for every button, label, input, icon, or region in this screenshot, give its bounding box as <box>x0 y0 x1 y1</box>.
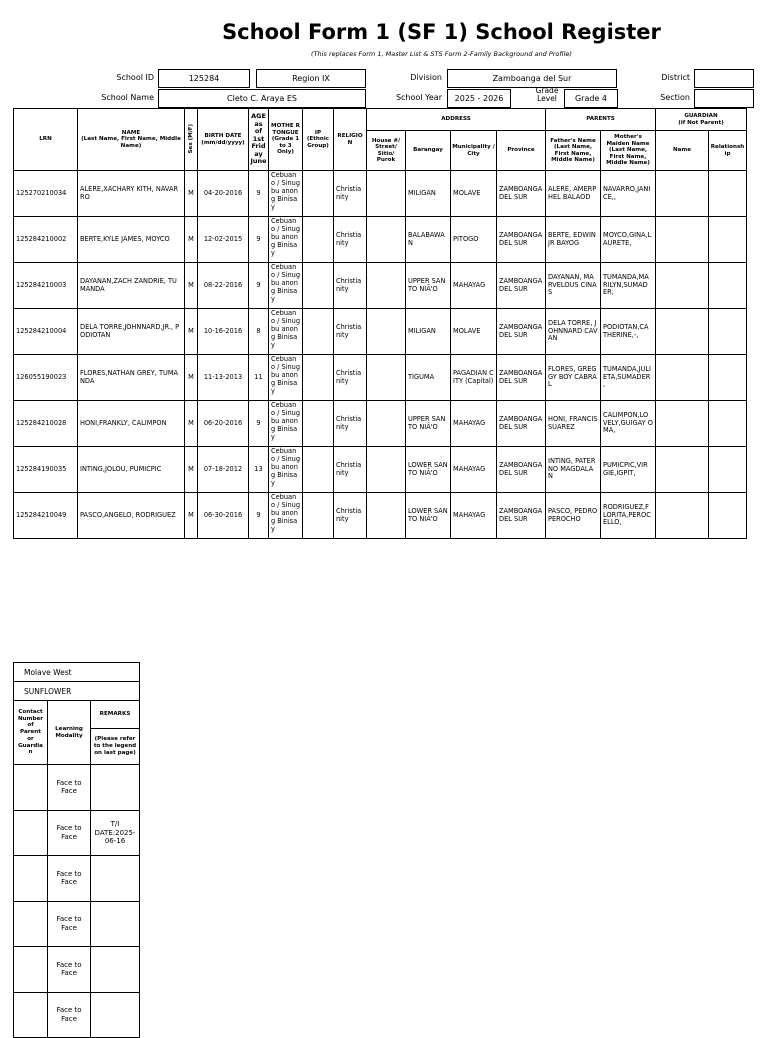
cell-father: DELA TORRE, JOHNNARD CAVAN <box>546 309 601 355</box>
col-mother: Mother's Maiden Name (Last Name, First Name, Middle Name) <box>601 131 656 171</box>
grade-level-label: Grade Level <box>535 86 559 104</box>
col-remarks-note: (Please refer to the legend on last page) <box>91 729 140 765</box>
cell-tongue: Cebuan o / Sinugbu anong Binisay <box>269 355 303 401</box>
cell-municipality: MAHAYAG <box>451 263 497 309</box>
cell-age: 9 <box>249 217 269 263</box>
division-label: Division <box>410 73 442 82</box>
cell-remarks <box>91 765 140 811</box>
cell-guardian <box>656 263 709 309</box>
cell-tongue: Cebuan o / Sinugbu anong Binisay <box>269 447 303 493</box>
cell-modality: Face to Face <box>48 765 91 811</box>
school-year-label: School Year <box>395 93 442 102</box>
table-row <box>14 309 747 355</box>
district-label: District <box>661 73 690 82</box>
cell-name: ALERE,XACHARY KITH, NAVARRO <box>78 171 185 217</box>
cell-modality: Face to Face <box>48 901 91 947</box>
cell-province: ZAMBOANGA DEL SUR <box>497 493 546 539</box>
cell-age: 9 <box>249 263 269 309</box>
cell-age: 11 <box>249 355 269 401</box>
cell-religion: Christia nity <box>334 171 367 217</box>
cell-father: PASCO, PEDRO PEROCHO <box>546 493 601 539</box>
cell-father: BERTE, EDWIN JR BAYOG <box>546 217 601 263</box>
cell-name: DELA TORRE,JOHNNARD,JR., PODIOTAN <box>78 309 185 355</box>
cell-remarks <box>91 992 140 1038</box>
cell-modality: Face to Face <box>48 947 91 993</box>
cell-lrn: 125284210028 <box>14 401 78 447</box>
col-address: ADDRESS <box>367 109 546 131</box>
col-religion: RELIGIO N <box>334 109 367 171</box>
cell-name: BERTE,KYLE JAMES, MOYCO <box>78 217 185 263</box>
cell-municipality: MAHAYAG <box>451 401 497 447</box>
cell-house <box>367 401 406 447</box>
cell-mother: PODIOTAN,CA THERINE,-, <box>601 309 656 355</box>
cell-relationship <box>709 217 747 263</box>
cell-house <box>367 171 406 217</box>
table-row <box>14 901 140 947</box>
cell-age: 13 <box>249 447 269 493</box>
cell-father: DAYANAN, MARVELOUS CINAS <box>546 263 601 309</box>
cell-guardian <box>656 171 709 217</box>
cell-municipality: MOLAVE <box>451 171 497 217</box>
cell-contact <box>14 992 48 1038</box>
col-father: Father's Name (Last Name, First Name, Middle Name) <box>546 131 601 171</box>
col-guardian-name: Name <box>656 131 709 171</box>
cell-birth: 10-16-2016 <box>198 309 249 355</box>
cell-remarks: T/I DATE:2025-06-16 <box>91 810 140 856</box>
cell-barangay: UPPER SANTO NIÃ'O <box>406 401 451 447</box>
cell-house <box>367 263 406 309</box>
table-row <box>14 947 140 993</box>
cell-barangay: UPPER SANTO NIÃ'O <box>406 263 451 309</box>
cell-sex: M <box>185 355 198 401</box>
cell-municipality: PAGADIAN CITY (Capital) <box>451 355 497 401</box>
cell-modality: Face to Face <box>48 992 91 1038</box>
cell-name: INTING,JOLOU, PUMICPIC <box>78 447 185 493</box>
cell-tongue: Cebuan o / Sinugbu anong Binisay <box>269 309 303 355</box>
cell-birth: 07-18-2012 <box>198 447 249 493</box>
cell-barangay: BALABAWA N <box>406 217 451 263</box>
cell-province: ZAMBOANGA DEL SUR <box>497 401 546 447</box>
cell-guardian <box>656 309 709 355</box>
cell-sex: M <box>185 263 198 309</box>
cell-relationship <box>709 493 747 539</box>
section-field <box>694 89 754 108</box>
cell-name: PASCO,ANGELO, RODRIGUEZ <box>78 493 185 539</box>
cell-lrn: 125284210003 <box>14 263 78 309</box>
cell-religion: Christia nity <box>334 355 367 401</box>
cell-guardian <box>656 493 709 539</box>
cell-house <box>367 355 406 401</box>
cell-religion: Christia nity <box>334 217 367 263</box>
cell-municipality: MOLAVE <box>451 309 497 355</box>
cell-contact <box>14 810 48 856</box>
cell-tongue: Cebuan o / Sinugbu anong Binisay <box>269 263 303 309</box>
table-row <box>14 493 747 539</box>
col-remarks: REMARKS <box>91 701 140 729</box>
cell-religion: Christia nity <box>334 401 367 447</box>
cell-guardian <box>656 355 709 401</box>
col-parents: PARENTS <box>546 109 656 131</box>
cell-contact <box>14 856 48 902</box>
cell-lrn: 125284210002 <box>14 217 78 263</box>
col-ip: IP (Ethnic Group) <box>303 109 334 171</box>
cell-contact <box>14 947 48 993</box>
col-sex <box>185 109 198 171</box>
cell-age: 8 <box>249 309 269 355</box>
section-label: Section <box>660 93 690 102</box>
cell-tongue: Cebuan o / Sinugbu anong Binisay <box>269 493 303 539</box>
cell-province: ZAMBOANGA DEL SUR <box>497 447 546 493</box>
col-name: NAME (Last Name, First Name, Middle Name) <box>78 109 185 171</box>
col-contact: Contact Number of Parent or Guardia n <box>14 701 48 765</box>
cell-mother: CALIMPON,LO VELY,GUIGAY OMA, <box>601 401 656 447</box>
cell-modality: Face to Face <box>48 856 91 902</box>
col-municipality: Municipality / City <box>451 131 497 171</box>
cell-ip <box>303 171 334 217</box>
cell-age: 9 <box>249 493 269 539</box>
cell-relationship <box>709 355 747 401</box>
continuation-table <box>13 662 140 1038</box>
cell-father: HONI, FRANCIS SUAREZ <box>546 401 601 447</box>
cell-lrn: 125284190035 <box>14 447 78 493</box>
cell-father: INTING, PATERNO MAGDALAN <box>546 447 601 493</box>
cell-ip <box>303 263 334 309</box>
cell-lrn: 125284210004 <box>14 309 78 355</box>
cell-municipality: MAHAYAG <box>451 493 497 539</box>
cell-mother: PUMICPIC,VIR GIE,IGPIT, <box>601 447 656 493</box>
table-row <box>14 810 140 856</box>
page-title: School Form 1 (SF 1) School Register <box>222 20 661 44</box>
table-row <box>14 217 747 263</box>
page-subtitle: (This replaces Form 1, Master List & STS Form 2-Family Background and Profile) <box>311 50 572 58</box>
register-table <box>13 108 747 539</box>
school-id-field: 125284 <box>158 69 250 88</box>
cell-sex: M <box>185 309 198 355</box>
cell-province: ZAMBOANGA DEL SUR <box>497 355 546 401</box>
cell-relationship <box>709 447 747 493</box>
cell-ip <box>303 355 334 401</box>
cell-ip <box>303 217 334 263</box>
cell-religion: Christia nity <box>334 309 367 355</box>
cell-father: ALERE, AMERPHEL BALAOD <box>546 171 601 217</box>
cell-guardian <box>656 217 709 263</box>
table-row <box>14 263 747 309</box>
col-relationship: Relationsh ip <box>709 131 747 171</box>
cell-contact <box>14 901 48 947</box>
col-sex-label: Sex (M/F) <box>187 123 194 153</box>
col-lrn: LRN <box>14 109 78 171</box>
cell-tongue: Cebuan o / Sinugbu anong Binisay <box>269 217 303 263</box>
cell-tongue: Cebuan o / Sinugbu anong Binisay <box>269 171 303 217</box>
division-field: Zamboanga del Sur <box>447 69 617 88</box>
cell-barangay: MILIGAN <box>406 171 451 217</box>
cell-barangay: MILIGAN <box>406 309 451 355</box>
cell-relationship <box>709 401 747 447</box>
cell-province: ZAMBOANGA DEL SUR <box>497 171 546 217</box>
cell-house <box>367 217 406 263</box>
cell-relationship <box>709 171 747 217</box>
region-field: Region IX <box>256 69 366 88</box>
cell-lrn: 125270210034 <box>14 171 78 217</box>
col-house: House #/ Street/ Sitio/ Purok <box>367 131 406 171</box>
cell-mother: RODRIGUEZ,F LORITA,PEROC ELLO, <box>601 493 656 539</box>
table-row <box>14 355 747 401</box>
cell-birth: 06-20-2016 <box>198 401 249 447</box>
cell-sex: M <box>185 447 198 493</box>
school-year-field: 2025 - 2026 <box>447 89 511 108</box>
col-mother-tongue: MOTHE R TONGUE (Grade 1 to 3 Only) <box>269 109 303 171</box>
table-row <box>14 856 140 902</box>
cell-modality: Face to Face <box>48 810 91 856</box>
cell-remarks <box>91 901 140 947</box>
cell-sex: M <box>185 171 198 217</box>
cell-remarks <box>91 947 140 993</box>
cell-birth: 08-22-2016 <box>198 263 249 309</box>
cell-sex: M <box>185 401 198 447</box>
cell-name: HONI,FRANKLY, CALIMPON <box>78 401 185 447</box>
table-row <box>14 765 140 811</box>
cell-barangay: LOWER SANTO NIÃ'O <box>406 447 451 493</box>
cell-religion: Christia nity <box>334 493 367 539</box>
cell-ip <box>303 309 334 355</box>
cell-mother: TUMANDA,JULI ETA,SUMADER , <box>601 355 656 401</box>
cell-contact <box>14 765 48 811</box>
table-row <box>14 992 140 1038</box>
school-name-field: Cleto C. Araya ES <box>158 89 366 108</box>
cell-guardian <box>656 447 709 493</box>
cell-relationship <box>709 309 747 355</box>
cell-barangay: LOWER SANTO NIÃ'O <box>406 493 451 539</box>
grade-level-field: Grade 4 <box>564 89 618 108</box>
district-value: Molave West <box>14 663 140 682</box>
cell-religion: Christia nity <box>334 263 367 309</box>
cell-sex: M <box>185 493 198 539</box>
cell-age: 9 <box>249 401 269 447</box>
col-guardian: GUARDIAN (if Not Parent) <box>656 109 747 131</box>
cell-ip <box>303 493 334 539</box>
col-barangay: Barangay <box>406 131 451 171</box>
col-modality: Learning Modality <box>48 701 91 765</box>
cell-mother: TUMANDA,MA RILYN,SUMAD ER, <box>601 263 656 309</box>
cell-ip <box>303 447 334 493</box>
cell-birth: 12-02-2015 <box>198 217 249 263</box>
cell-mother: MOYCO,GINA,L AURETE, <box>601 217 656 263</box>
cell-house <box>367 447 406 493</box>
cell-lrn: 126055190023 <box>14 355 78 401</box>
col-province: Province <box>497 131 546 171</box>
cell-birth: 04-20-2016 <box>198 171 249 217</box>
cell-father: FLORES, GREGGY BOY CABRAL <box>546 355 601 401</box>
cell-lrn: 125284210049 <box>14 493 78 539</box>
cell-sex: M <box>185 217 198 263</box>
cell-barangay: TIGUMA <box>406 355 451 401</box>
cell-house <box>367 309 406 355</box>
cell-relationship <box>709 263 747 309</box>
cell-guardian <box>656 401 709 447</box>
school-id-label: School ID <box>116 73 154 82</box>
table-row <box>14 171 747 217</box>
cell-mother: NAVARRO,JANI CE,, <box>601 171 656 217</box>
cell-province: ZAMBOANGA DEL SUR <box>497 217 546 263</box>
cell-name: DAYANAN,ZACH ZANDRIE, TUMANDA <box>78 263 185 309</box>
cell-house <box>367 493 406 539</box>
cell-remarks <box>91 856 140 902</box>
col-age: AGE as of 1st Frid ay June <box>249 109 269 171</box>
cell-tongue: Cebuan o / Sinugbu anong Binisay <box>269 401 303 447</box>
cell-age: 9 <box>249 171 269 217</box>
district-field <box>694 69 754 88</box>
table-row <box>14 401 747 447</box>
cell-province: ZAMBOANGA DEL SUR <box>497 309 546 355</box>
cell-name: FLORES,NATHAN GREY, TUMANDA <box>78 355 185 401</box>
table-row <box>14 447 747 493</box>
cell-municipality: MAHAYAG <box>451 447 497 493</box>
cell-religion: Christia nity <box>334 447 367 493</box>
cell-municipality: PITOGO <box>451 217 497 263</box>
section-value: SUNFLOWER <box>14 682 140 701</box>
cell-ip <box>303 401 334 447</box>
cell-province: ZAMBOANGA DEL SUR <box>497 263 546 309</box>
cell-birth: 11-13-2013 <box>198 355 249 401</box>
school-name-label: School Name <box>101 93 154 102</box>
cell-birth: 06-30-2016 <box>198 493 249 539</box>
col-birth-date: BIRTH DATE (mm/dd/yyyy) <box>198 109 249 171</box>
